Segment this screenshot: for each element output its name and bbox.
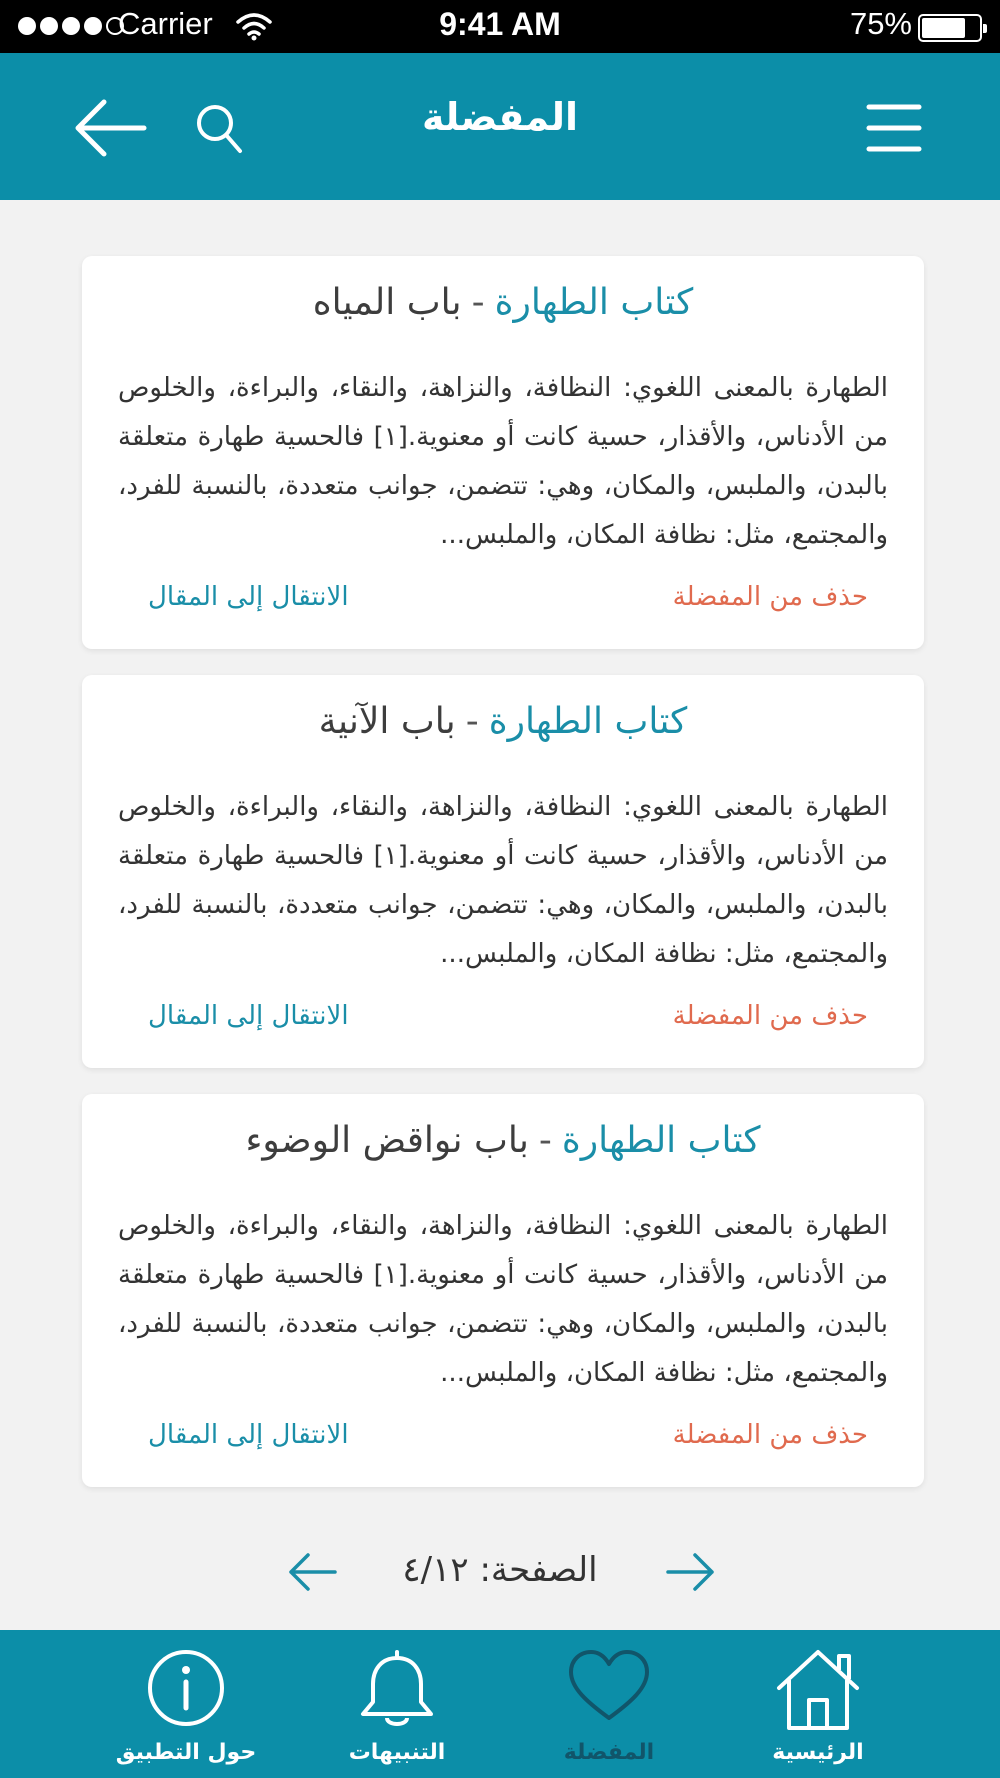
tab-label: المفضلة [563, 1740, 655, 1765]
favorite-card [82, 256, 924, 649]
card-chapter-name: باب الآنية [318, 701, 456, 742]
remove-favorite-link[interactable]: حذف من المفضلة [672, 1420, 868, 1450]
status-bar [0, 0, 1000, 53]
card-title [82, 1120, 924, 1161]
tab-home[interactable] [728, 1630, 908, 1778]
page-title: المفضلة [421, 95, 579, 139]
tab-label: الرئيسية [772, 1740, 864, 1765]
tab-about[interactable] [96, 1630, 276, 1778]
battery-percentage: 75% [849, 6, 912, 41]
card-title [82, 282, 924, 323]
next-page-button[interactable] [665, 1552, 715, 1592]
card-chapter-name: باب نواقض الوضوء [245, 1120, 529, 1161]
remove-favorite-link[interactable]: حذف من المفضلة [672, 1001, 868, 1031]
bottom-tab-bar [0, 1630, 1000, 1778]
page-indicator: الصفحة: ٤/١٢ [402, 1550, 598, 1590]
remove-favorite-link[interactable]: حذف من المفضلة [672, 582, 868, 612]
open-article-link[interactable]: الانتقال إلى المقال [148, 1420, 349, 1450]
card-excerpt: الطهارة بالمعنى اللغوي: النظافة، والنزاهة، والنقاء، والبراءة، والخلوص من الأدناس، والأقذار، حسية كانت أو معنوية.[١] فالحسية طهارة متعلقة بالبدن، والملبس، والمكان، وهي: تتضمن، جوانب متعددة، بالنسبة للفرد، والمجتمع، مثل: نظافة المكان، والملبس... [118, 1211, 888, 1388]
info-icon [146, 1648, 226, 1728]
status-time: 9:41 AM [439, 6, 561, 42]
battery-icon [918, 14, 982, 42]
card-excerpt: الطهارة بالمعنى اللغوي: النظافة، والنزاهة، والنقاء، والبراءة، والخلوص من الأدناس، والأقذار، حسية كانت أو معنوية.[١] فالحسية طهارة متعلقة بالبدن، والملبس، والمكان، وهي: تتضمن، جوانب متعددة، بالنسبة للفرد، والمجتمع، مثل: نظافة المكان، والملبس... [118, 792, 888, 969]
favorite-card [82, 1094, 924, 1487]
card-title [82, 701, 924, 742]
title-separator: - [538, 1120, 552, 1161]
heart-icon [567, 1648, 651, 1724]
tab-favorites[interactable] [519, 1630, 699, 1778]
title-separator: - [465, 701, 479, 742]
tab-notifications[interactable] [307, 1630, 487, 1778]
open-article-link[interactable]: الانتقال إلى المقال [148, 1001, 349, 1031]
bell-icon [357, 1648, 437, 1732]
tab-label: التنبيهات [348, 1740, 446, 1765]
favorite-card [82, 675, 924, 1068]
card-book-name: كتاب الطهارة [488, 701, 688, 742]
card-chapter-name: باب المياه [312, 282, 462, 323]
card-excerpt: الطهارة بالمعنى اللغوي: النظافة، والنزاهة، والنقاء، والبراءة، والخلوص من الأدناس، والأقذار، حسية كانت أو معنوية.[١] فالحسية طهارة متعلقة بالبدن، والملبس، والمكان، وهي: تتضمن، جوانب متعددة، بالنسبة للفرد، والمجتمع، مثل: نظافة المكان، والملبس... [118, 373, 888, 550]
carrier-name: Carrier [118, 6, 213, 41]
title-separator: - [471, 282, 485, 323]
hamburger-menu-icon [869, 107, 919, 149]
menu-button[interactable] [866, 102, 922, 154]
app-header [0, 53, 1000, 200]
pagination [0, 1540, 1000, 1604]
card-book-name: كتاب الطهارة [494, 282, 694, 323]
tab-label: حول التطبيق [115, 1740, 257, 1765]
home-icon [773, 1648, 863, 1732]
card-book-name: كتاب الطهارة [561, 1120, 761, 1161]
arrow-right-icon [668, 1555, 712, 1589]
open-article-link[interactable]: الانتقال إلى المقال [148, 582, 349, 612]
